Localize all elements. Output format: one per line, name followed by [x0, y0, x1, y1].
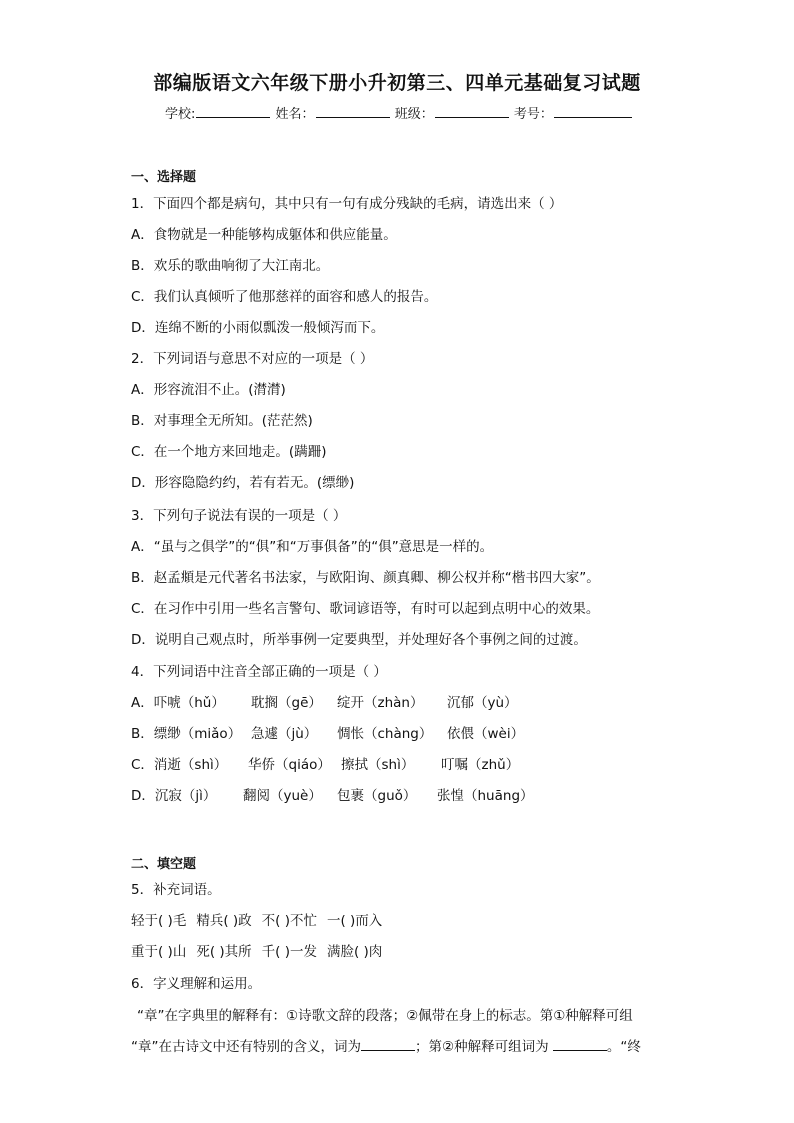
exam-no-blank[interactable] [554, 103, 632, 118]
q4-b-word-2: 急遽（jù） [251, 726, 318, 742]
q5-idiom-3: 不( )不忙 [261, 913, 317, 929]
q4-c-word-1: C．消逝（shì） [131, 757, 228, 773]
q4-d-word-2: 翻阅（yuè） [243, 788, 322, 804]
q1-option-c: C．我们认真倾听了他那慈祥的面容和感人的报告。 [131, 289, 438, 305]
name-label: 姓名： [275, 107, 315, 122]
q6-paragraph-line-2 [131, 1035, 641, 1055]
q5-idiom-5: 重于( )山 [131, 944, 187, 960]
q5-idiom-2: 精兵( )政 [196, 913, 252, 929]
q2-option-b: B．对事理全无所知。(茫茫然) [131, 413, 313, 429]
q6-text-part-2: ；第②种解释可组词为 [415, 1039, 549, 1055]
q5-row-1 [131, 909, 392, 929]
q2-option-d: D．形容隐隐约约，若有若无。(缥缈) [131, 475, 355, 491]
q6-answer-blank-1[interactable] [361, 1037, 415, 1051]
q4-a-word-2: 耽搁（gē） [251, 695, 322, 711]
q5-idiom-7: 千( )一发 [261, 944, 317, 960]
q4-d-word-1: D．沉寂（jì） [131, 788, 217, 804]
q4-stem: 4．下列词语中注音全部正确的一项是（ ） [131, 664, 387, 680]
q3-option-d: D．说明自己观点时，所举事例一定要典型，并处理好各个事例之间的过渡。 [131, 632, 587, 648]
name-blank[interactable] [316, 103, 390, 118]
q3-option-a: A．“虽与之俱学”的“俱”和“万事俱备”的“俱”意思是一样的。 [131, 539, 494, 555]
q3-stem: 3．下列句子说法有误的一项是（ ） [131, 508, 347, 524]
class-blank[interactable] [435, 103, 509, 118]
q5-idiom-4: 一( )而入 [326, 913, 383, 929]
q5-idiom-1: 轻于( )毛 [131, 913, 187, 929]
q4-option-a [131, 691, 518, 711]
school-blank[interactable] [196, 103, 270, 118]
q4-b-word-4: 依偎（wèi） [447, 726, 525, 742]
q2-option-a: A．形容流泪不止。(潸潸) [131, 382, 286, 398]
student-info-line [165, 103, 633, 122]
section-choice: 一、选择题 [131, 170, 197, 185]
q4-a-word-1: A．吓唬（hǔ） [131, 695, 225, 711]
q6-text-part-1: “章”在古诗文中还有特别的含义，词为 [131, 1039, 361, 1055]
q5-row-2 [131, 940, 392, 960]
q4-d-word-4: 张惶（huāng） [437, 788, 534, 804]
q2-option-c: C．在一个地方来回地走。(蹒跚) [131, 444, 327, 460]
page-title: 部编版语文六年级下册小升初第三、四单元基础复习试题 [153, 72, 641, 94]
school-label: 学校: [165, 107, 196, 122]
q3-option-c: C．在习作中引用一些名言警句、歌词谚语等，有时可以起到点明中心的效果。 [131, 601, 600, 617]
q2-stem: 2．下列词语与意思不对应的一项是（ ） [131, 351, 374, 367]
q5-idiom-6: 死( )其所 [196, 944, 252, 960]
q4-c-word-3: 擦拭（shì） [341, 757, 415, 773]
q1-option-d: D．连绵不断的小雨似瓢泼一般倾泻而下。 [131, 320, 385, 336]
q1-option-a: A．食物就是一种能够构成躯体和供应能量。 [131, 227, 397, 243]
class-label: 班级： [394, 107, 434, 122]
q4-a-word-3: 绽开（zhàn） [337, 695, 424, 711]
q4-option-b [131, 722, 524, 742]
q3-option-b: B．赵孟頫是元代著名书法家，与欧阳询、颜真卿、柳公权并称“楷书四大家”。 [131, 570, 600, 586]
q4-b-word-3: 惆怅（chàng） [337, 726, 433, 742]
q6-answer-blank-2[interactable] [553, 1037, 607, 1051]
q4-c-word-4: 叮嘱（zhǔ） [441, 757, 520, 773]
q6-paragraph-line-1: “章”在字典里的解释有：①诗歌文辞的段落；②佩带在身上的标志。第①种解释可组 [137, 1008, 633, 1024]
q4-b-word-1: B．缥缈（miǎo） [131, 726, 242, 742]
q4-option-d [131, 784, 534, 804]
q4-d-word-3: 包裹（guǒ） [337, 788, 417, 804]
q5-stem: 5．补充词语。 [131, 882, 221, 898]
exam-no-label: 考号： [513, 107, 553, 122]
q1-option-b: B．欢乐的歌曲响彻了大江南北。 [131, 258, 330, 274]
q1-stem: 1．下面四个都是病句，其中只有一句有成分残缺的毛病，请选出来（ ） [131, 196, 563, 212]
q5-idiom-8: 满脸( )肉 [326, 944, 383, 960]
section-fill: 二、填空题 [131, 857, 197, 872]
q4-a-word-4: 沉郁（yù） [447, 695, 518, 711]
q6-stem: 6．字义理解和运用。 [131, 976, 262, 992]
q6-text-part-3: 。“终 [606, 1039, 641, 1055]
q4-c-word-2: 华侨（qiáo） [248, 757, 331, 773]
q4-option-c [131, 753, 519, 773]
